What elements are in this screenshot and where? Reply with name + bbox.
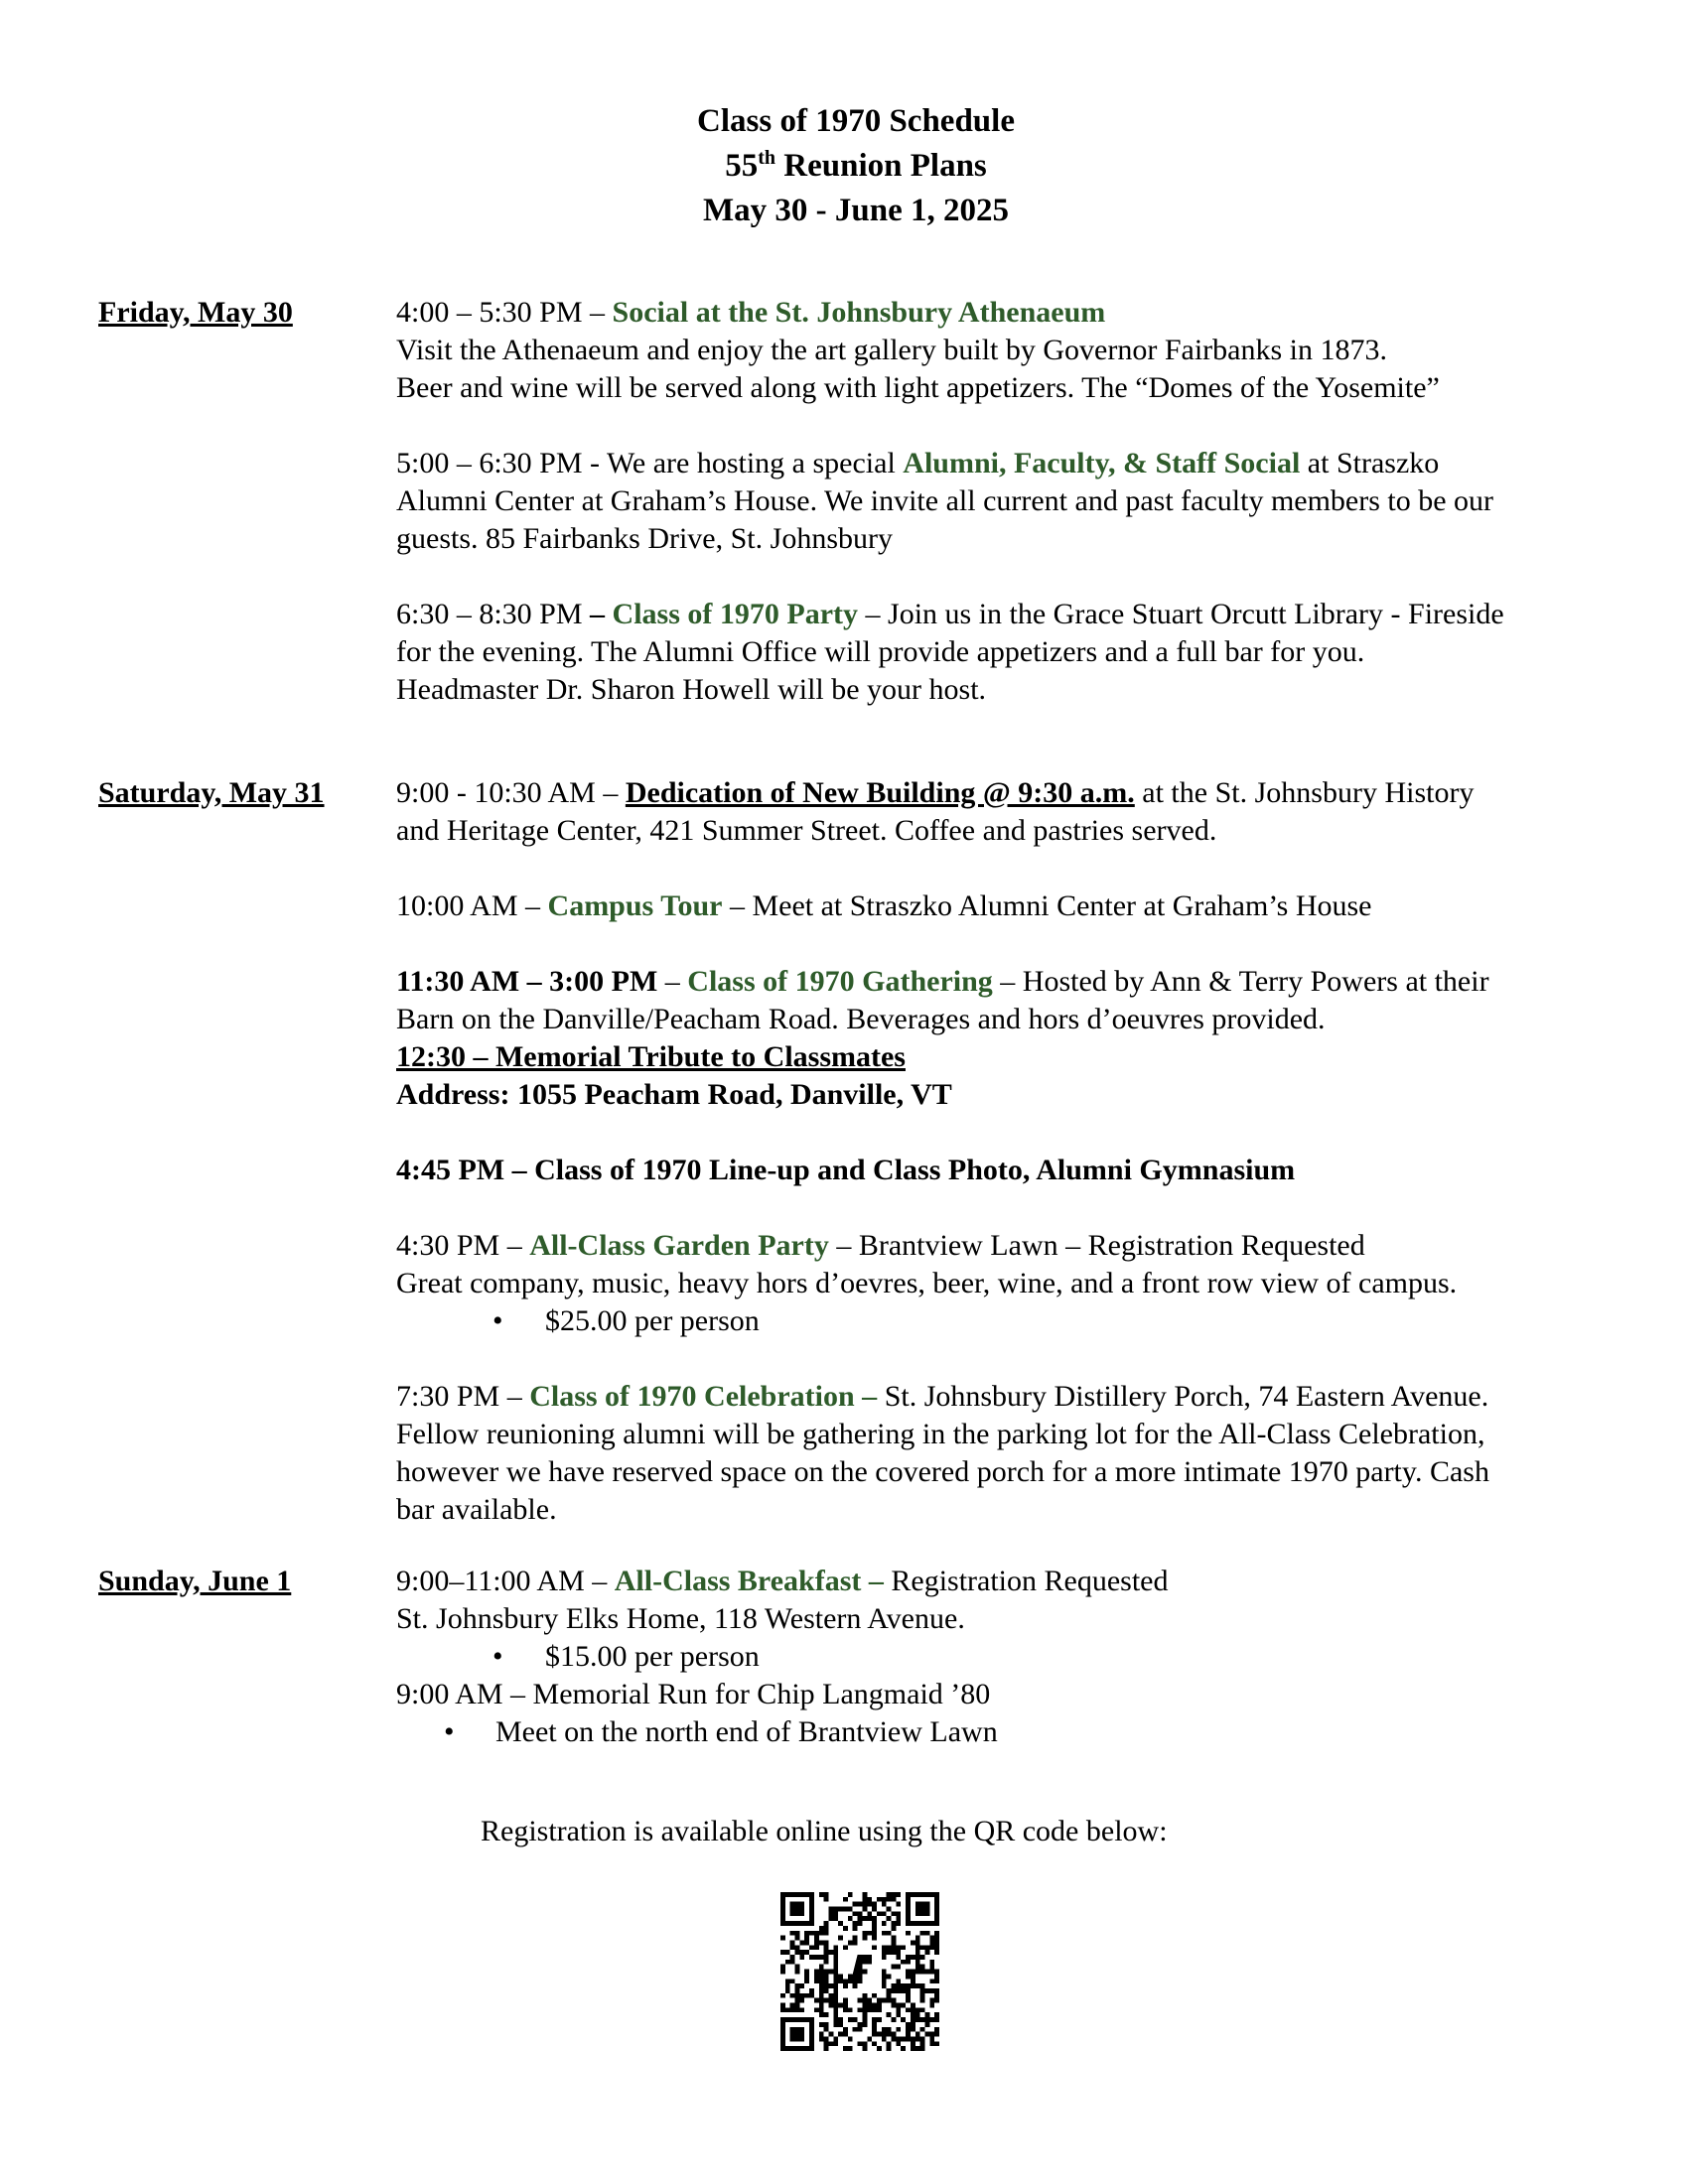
event-line: 11:30 AM – 3:00 PM – Class of 1970 Gathering – Hosted by Ann & Terry Powers at their — [396, 965, 1489, 998]
dinosaur-icon — [838, 1950, 882, 1993]
event-line: 9:00–11:00 AM – All-Class Breakfast – Registration Requested — [396, 1565, 1169, 1597]
document-header — [0, 99, 1688, 233]
sunday-events — [396, 1563, 1627, 1751]
bullet-dot: • — [492, 1304, 503, 1337]
document-subtitle — [0, 144, 1688, 189]
event-line: Headmaster Dr. Sharon Howell will be your host. — [396, 673, 987, 706]
event-line: Visit the Athenaeum and enjoy the art gallery built by Governor Fairbanks in 1873. — [396, 334, 1387, 366]
event-line: guests. 85 Fairbanks Drive, St. Johnsbury — [396, 522, 893, 555]
event-title: Dedication of New Building @ 9:30 a.m. — [625, 776, 1135, 809]
event-line: 4:00 – 5:30 PM – Social at the St. Johnsbury Athenaeum — [396, 296, 1106, 329]
event-title: Campus Tour — [547, 889, 723, 922]
event-title: Class of 1970 Celebration – — [529, 1380, 885, 1413]
friday-events — [396, 294, 1627, 709]
event-title: Class of 1970 Party — [612, 598, 859, 630]
registration-note: Registration is available online using the QR code below: — [481, 1815, 1168, 1847]
saturday-events — [396, 774, 1627, 1529]
subtitle-superscript: th — [758, 147, 776, 169]
subtitle-number: 55 — [725, 148, 759, 184]
event-line: 9:00 - 10:30 AM – Dedication of New Building @ 9:30 a.m. at the St. Johnsbury History — [396, 776, 1475, 809]
day-label-saturday: Saturday, May 31 — [98, 776, 325, 809]
event-line: however we have reserved space on the covered porch for a more intimate 1970 party. Cash — [396, 1455, 1489, 1488]
event-title: All-Class Breakfast – — [614, 1565, 892, 1597]
event-line: Address: 1055 Peacham Road, Danville, VT — [396, 1078, 952, 1111]
bullet-dot: • — [444, 1715, 455, 1748]
event-line: Barn on the Danville/Peacham Road. Beverages and hors d’oeuvres provided. — [396, 1003, 1326, 1035]
document-dates: May 30 - June 1, 2025 — [703, 193, 1009, 228]
bullet-dot: • — [492, 1640, 503, 1673]
list-item: • $25.00 per person — [396, 1302, 1627, 1340]
event-line: Great company, music, heavy hors d’oevres, beer, wine, and a front row view of campus. — [396, 1267, 1458, 1299]
event-line: Beer and wine will be served along with light appetizers. The “Domes of the Yosemite” — [396, 371, 1440, 404]
subtitle-text: Reunion Plans — [775, 148, 987, 184]
event-title: Social at the St. Johnsbury Athenaeum — [612, 296, 1106, 329]
event-line: bar available. — [396, 1493, 557, 1526]
event-title: All-Class Garden Party — [529, 1229, 829, 1262]
qr-code-icon[interactable] — [780, 1892, 939, 2051]
event-line: and Heritage Center, 421 Summer Street. Coffee and pastries served. — [396, 814, 1217, 847]
document-title: Class of 1970 Schedule — [697, 103, 1015, 139]
event-line: 4:30 PM – All-Class Garden Party – Brantview Lawn – Registration Requested — [396, 1229, 1365, 1262]
event-line: 10:00 AM – Campus Tour – Meet at Straszko Alumni Center at Graham’s House — [396, 889, 1372, 922]
event-title: Class of 1970 Gathering — [687, 965, 993, 998]
event-line: St. Johnsbury Elks Home, 118 Western Avenue. — [396, 1602, 965, 1635]
day-label-sunday: Sunday, June 1 — [98, 1565, 292, 1597]
event-line: 7:30 PM – Class of 1970 Celebration – St. Johnsbury Distillery Porch, 74 Eastern Avenue. — [396, 1380, 1489, 1413]
event-line: 12:30 – Memorial Tribute to Classmates — [396, 1040, 906, 1073]
day-label-friday: Friday, May 30 — [98, 296, 293, 329]
list-item: • Meet on the north end of Brantview Lawn — [396, 1713, 1627, 1751]
event-line: for the evening. The Alumni Office will provide appetizers and a full bar for you. — [396, 635, 1365, 668]
event-line: 4:45 PM – Class of 1970 Line-up and Class Photo, Alumni Gymnasium — [396, 1154, 1296, 1186]
event-line: 9:00 AM – Memorial Run for Chip Langmaid ’80 — [396, 1678, 991, 1710]
event-line: Fellow reunioning alumni will be gathering in the parking lot for the All-Class Celebration, — [396, 1418, 1485, 1450]
event-title: Alumni, Faculty, & Staff Social — [903, 447, 1301, 479]
event-line: 5:00 – 6:30 PM - We are hosting a special Alumni, Faculty, & Staff Social at Straszko — [396, 447, 1440, 479]
list-item: • $15.00 per person — [396, 1638, 1627, 1676]
event-line: Alumni Center at Graham’s House. We invite all current and past faculty members to be our — [396, 484, 1494, 517]
event-line: 6:30 – 8:30 PM – Class of 1970 Party – Join us in the Grace Stuart Orcutt Library - Fireside — [396, 598, 1504, 630]
